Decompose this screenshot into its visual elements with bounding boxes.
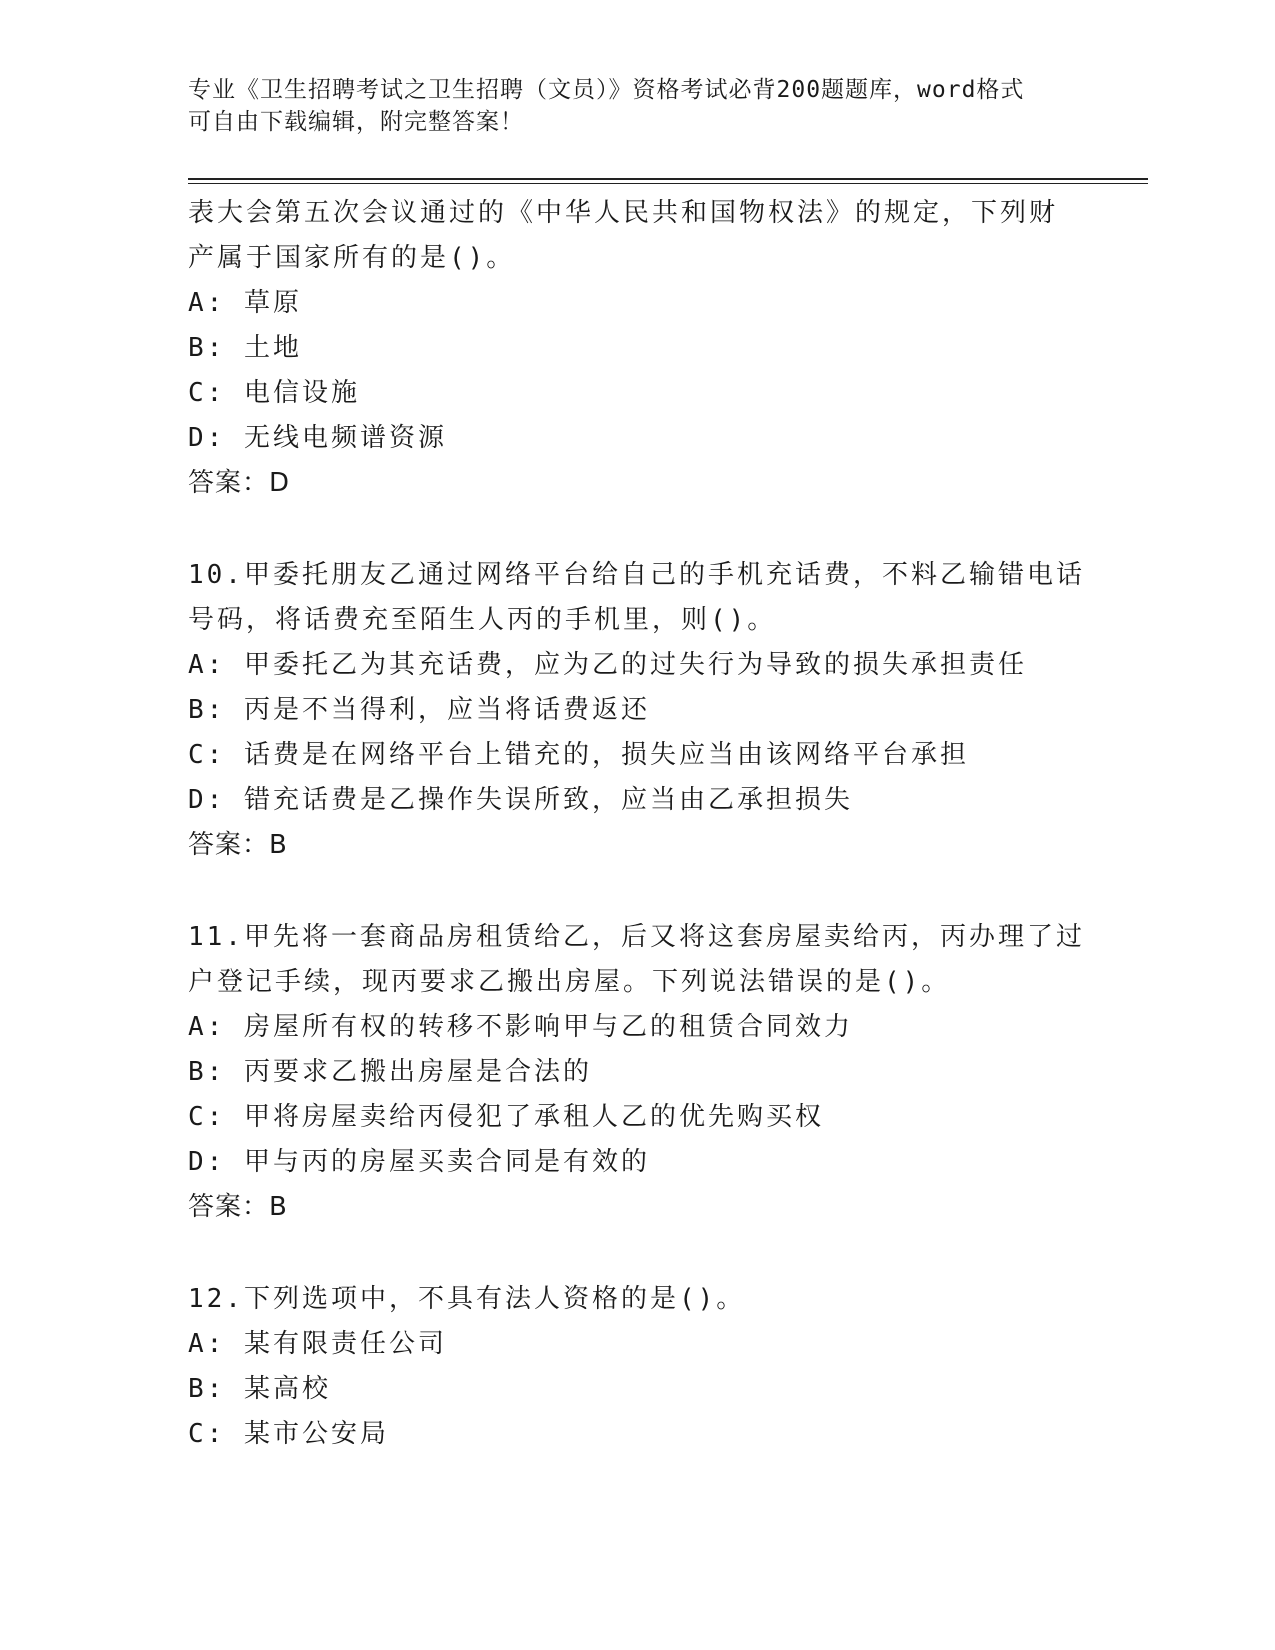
option-c: C: 某市公安局 (188, 1419, 389, 1449)
option-c: C: 话费是在网络平台上错充的，损失应当由该网络平台承担 (188, 740, 969, 770)
spacer (188, 868, 1088, 915)
option-a: A: 房屋所有权的转移不影响甲与乙的租赁合同效力 (188, 1012, 853, 1042)
spacer (188, 506, 1088, 553)
answer: 答案：B (188, 1192, 288, 1222)
option-a: A: 甲委托乙为其充话费，应为乙的过失行为导致的损失承担责任 (188, 650, 1027, 680)
question-9 (188, 191, 1088, 506)
header-line-1: 专业《卫生招聘考试之卫生招聘（文员）》资格考试必背200题题库，word格式 (188, 77, 1025, 103)
question-stem: 10.甲委托朋友乙通过网络平台给自己的手机充话费，不料乙输错电话 (188, 560, 1085, 590)
question-stem: 12.下列选项中，不具有法人资格的是()。 (188, 1284, 746, 1314)
option-b: B: 土地 (188, 333, 302, 363)
option-b: B: 某高校 (188, 1374, 331, 1404)
option-a: A: 草原 (188, 288, 302, 318)
option-d: D: 错充话费是乙操作失误所致，应当由乙承担损失 (188, 785, 853, 815)
question-stem: 产属于国家所有的是()。 (188, 243, 516, 273)
document-header (188, 74, 1088, 138)
question-12 (188, 1277, 1088, 1457)
option-c: C: 电信设施 (188, 378, 360, 408)
option-d: D: 无线电频谱资源 (188, 423, 447, 453)
question-11 (188, 915, 1088, 1230)
question-stem: 表大会第五次会议通过的《中华人民共和国物权法》的规定，下列财 (188, 198, 1059, 228)
answer: 答案：B (188, 830, 288, 860)
option-b: B: 丙是不当得利，应当将话费返还 (188, 695, 650, 725)
header-divider-thick (188, 178, 1148, 180)
question-stem: 11.甲先将一套商品房租赁给乙，后又将这套房屋卖给丙，丙办理了过 (188, 922, 1085, 952)
header-divider-thin (188, 183, 1148, 184)
question-stem: 户登记手续，现丙要求乙搬出房屋。下列说法错误的是()。 (188, 967, 951, 997)
option-a: A: 某有限责任公司 (188, 1329, 447, 1359)
option-b: B: 丙要求乙搬出房屋是合法的 (188, 1057, 592, 1087)
answer: 答案：D (188, 468, 291, 498)
option-d: D: 甲与丙的房屋买卖合同是有效的 (188, 1147, 650, 1177)
question-10 (188, 553, 1088, 868)
option-c: C: 甲将房屋卖给丙侵犯了承租人乙的优先购买权 (188, 1102, 824, 1132)
spacer (188, 1230, 1088, 1277)
header-line-2: 可自由下载编辑，附完整答案！ (188, 109, 524, 135)
question-stem: 号码，将话费充至陌生人丙的手机里，则()。 (188, 605, 777, 635)
question-list (188, 191, 1088, 1457)
